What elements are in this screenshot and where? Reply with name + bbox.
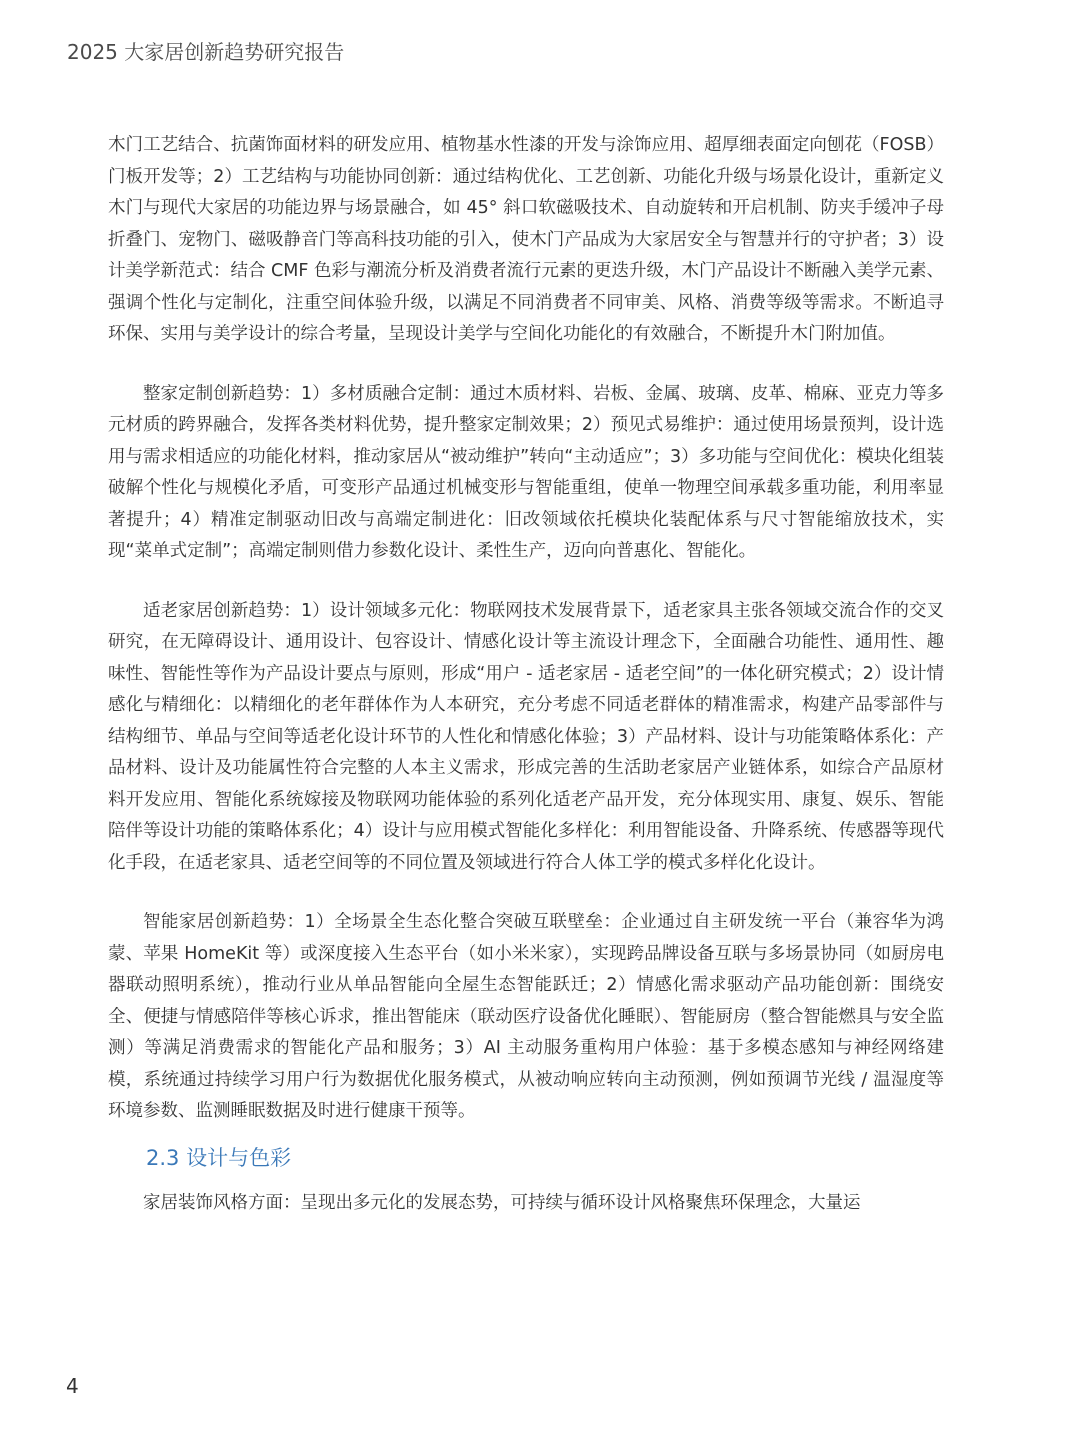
paragraph-text: 木门工艺结合、抗菌饰面材料的研发应用、植物基水性漆的开发与涂饰应用、超厚细表面定向刨花（FOSB）门板开发等；2）工艺结构与功能协同创新：通过结构优化、工艺创新、功能化升级与场景化设计，重新定义木门与现代大家居的功能边界与场景融合，如 45° 斜口软磁吸技术、自动旋转和开启机制、防夹手缓冲子母折叠门、宠物门、磁吸静音门等高科技功能的引入，使木门产品成为大家居安全与智慧并行的守护者；3）设计美学新范式：结合 CMF 色彩与潮流分析及消费者流行元素的更迭升级，木门产品设计不断融入美学元素、强调个性化与定制化，注重空间体验升级，以满足不同消费者不同审美、风格、消费等级等需求。不断追寻环保、实用与美学设计的综合考量，呈现设计美学与空间化功能化的有效融合，不断提升木门附加值。 [108,135,945,344]
section-heading: 2.3 设计与色彩 [146,1145,292,1170]
paragraph-text: 适老家居创新趋势：1）设计领域多元化：物联网技术发展背景下，适老家具主张各领域交流合作的交叉研究，在无障碍设计、通用设计、包容设计、情感化设计等主流设计理念下，全面融合功能性、通用性、趣味性、智能性等作为产品设计要点与原则，形成“用户 - 适老家居 - 适老空间”的一体化研究模式；2）设计情感化与精细化：以精细化的老年群体作为人本研究，充分考虑不同适老群体的精准需求，构建产品零部件与结构细节、单品与空间等适老化设计环节的人性化和情感化体验；3）产品材料、设计与功能策略体系化：产品材料、设计及功能属性符合完整的人本主义需求，形成完善的生活助老家居产业链体系，如综合产品原材料开发应用、智能化系统嫁接及物联网功能体验的系列化适老产品开发，充分体现实用、康复、娱乐、智能陪伴等设计功能的策略体系化；4）设计与应用模式智能化多样化：利用智能设备、升降系统、传感器等现代化手段，在适老家具、适老空间等的不同位置及领域进行符合人体工学的模式多样化化设计。 [108,600,944,873]
page-number: 4 [66,1374,79,1398]
paragraph-text: 整家定制创新趋势：1）多材质融合定制：通过木质材料、岩板、金属、玻璃、皮革、棉麻、亚克力等多元材质的跨界融合，发挥各类材料优势，提升整家定制效果；2）预见式易维护：通过使用场景预判，设计选用与需求相适应的功能化材料，推动家居从“被动维护”转向“主动适应”；3）多功能与空间优化：模块化组装破解个性化与规模化矛盾，可变形产品通过机械变形与智能重组，使单一物理空间承载多重功能，利用率显著提升；4）精准定制驱动旧改与高端定制进化：旧改领域依托模块化装配体系与尺寸智能缩放技术，实现“菜单式定制”；高端定制则借力参数化设计、柔性生产，迈向向普惠化、智能化。 [108,383,944,561]
paragraph-decoration-style [108,1188,944,1220]
page-body [108,130,944,1219]
paragraph-elderly-furniture [108,596,944,880]
paragraph-text: 家居装饰风格方面：呈现出多元化的发展态势，可持续与循环设计风格聚焦环保理念，大量运 [143,1192,861,1213]
paragraph-whole-home-customization [108,379,944,568]
paragraph-wooden-doors [108,130,944,351]
running-header: 2025 大家居创新趋势研究报告 [67,40,345,64]
paragraph-smart-home [108,907,944,1128]
paragraph-text: 智能家居创新趋势：1）全场景全生态化整合突破互联壁垒：企业通过自主研发统一平台（兼容华为鸿蒙、苹果 HomeKit 等）或深度接入生态平台（如小米米家），实现跨品牌设备互联与多场景协同（如厨房电器联动照明系统），推动行业从单品智能向全屋生态智能跃迁；2）情感化需求驱动产品功能创新：围绕安全、便捷与情感陪伴等核心诉求，推出智能床（联动医疗设备优化睡眠）、智能厨房（整合智能燃具与安全监测）等满足消费需求的智能化产品和服务；3）AI 主动服务重构用户体验：基于多模态感知与神经网络建模，系统通过持续学习用户行为数据优化服务模式，从被动响应转向主动预测，例如预调节光线 / 温湿度等环境参数、监测睡眠数据及时进行健康干预等。 [108,912,944,1121]
